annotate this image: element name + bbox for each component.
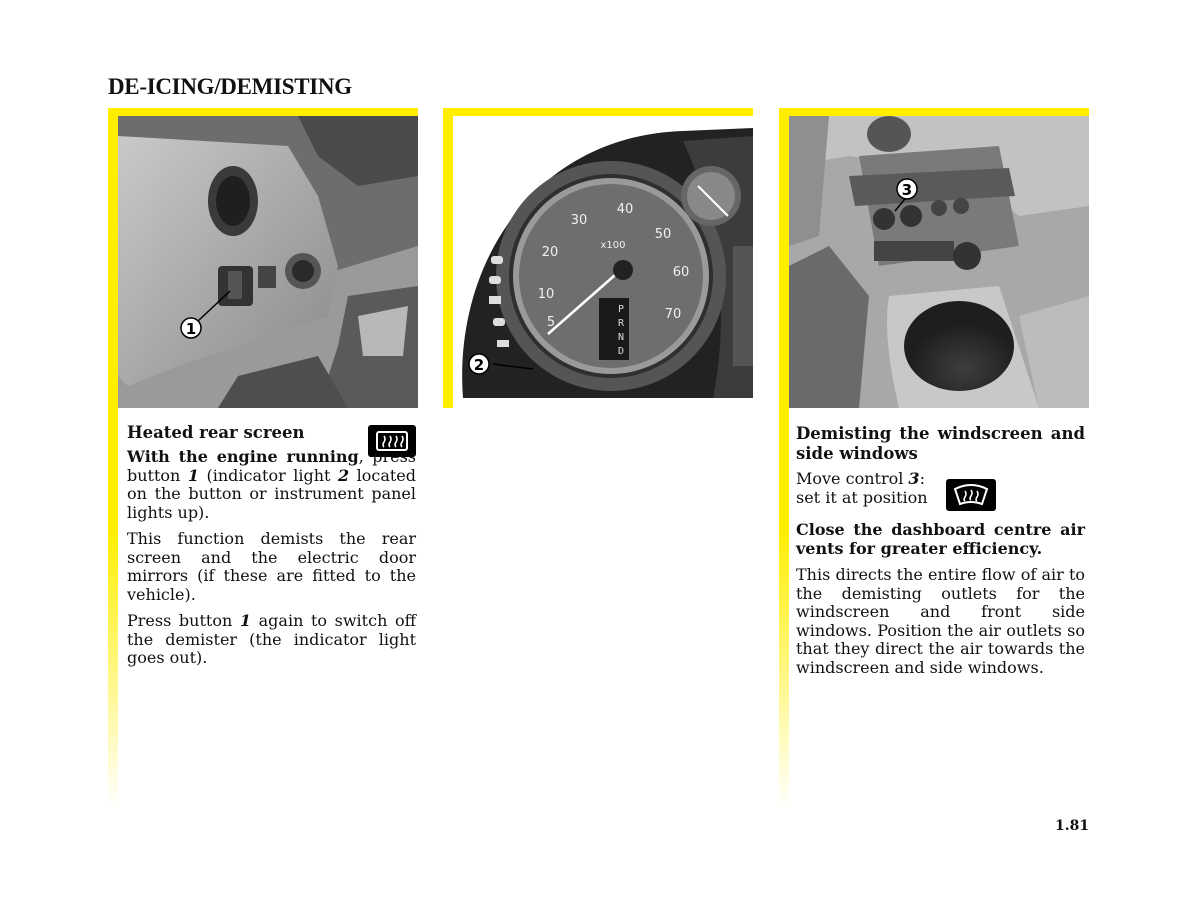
centre-console-photo [789,116,1089,408]
left-paragraph-2: This function demists the rear screen and the electric door mirrors (if these are fitted to the vehicle). [127,529,416,604]
callout-1: 1 [185,320,197,338]
demisting-heading: Demisting the windscreen and side windows [796,424,1085,463]
callout-2: 2 [473,356,485,374]
gauge-tick-10: 10 [537,287,555,302]
gauge-tick-70: 70 [664,307,682,322]
gauge-tick-50: 50 [654,227,672,242]
right-text-column [796,424,1085,685]
middle-column-bar [443,108,453,408]
page-number: 1.81 [1055,818,1090,834]
right-top-bar [779,108,1089,116]
gear-r: R [617,318,625,329]
gear-d: D [617,346,625,357]
gauge-unit: x100 [600,240,626,251]
right-paragraph-1: Move control 3: set it at position [796,469,928,507]
page-title: DE-ICING/DEMISTING [108,74,352,99]
gauge-tick-60: 60 [672,265,690,280]
instrument-cluster-photo [453,116,753,398]
windscreen-demist-icon [946,479,996,511]
heated-rear-screen-heading: Heated rear screen [127,423,305,442]
right-column-bar [779,108,789,808]
dashboard-left-photo [118,116,418,408]
left-paragraph-3: Press button 1 again to switch off the demister (the indicator light goes out). [127,611,416,667]
right-paragraph-2: Close the dashboard centre air vents for greater efficiency. [796,520,1085,558]
gauge-tick-20: 20 [541,245,559,260]
right-paragraph-3: This directs the entire flow of air to the demisting outlets for the windscreen and front side windows. Position the air outlets so that they direct the air towards the windscreen and side windows. [796,565,1085,677]
left-paragraph-1: With the engine running, press button 1 (indicator light 2 located on the button or instrument panel lights up). [127,447,417,522]
left-top-bar [108,108,418,116]
gauge-tick-5: 5 [546,315,556,330]
callout-3: 3 [901,181,913,199]
left-column-bar [108,108,118,808]
middle-top-bar [443,108,753,116]
left-text-column [127,423,416,676]
gauge-tick-40: 40 [616,202,634,217]
gauge-tick-30: 30 [570,213,588,228]
gear-p: P [617,304,625,315]
gear-n: N [617,332,625,343]
